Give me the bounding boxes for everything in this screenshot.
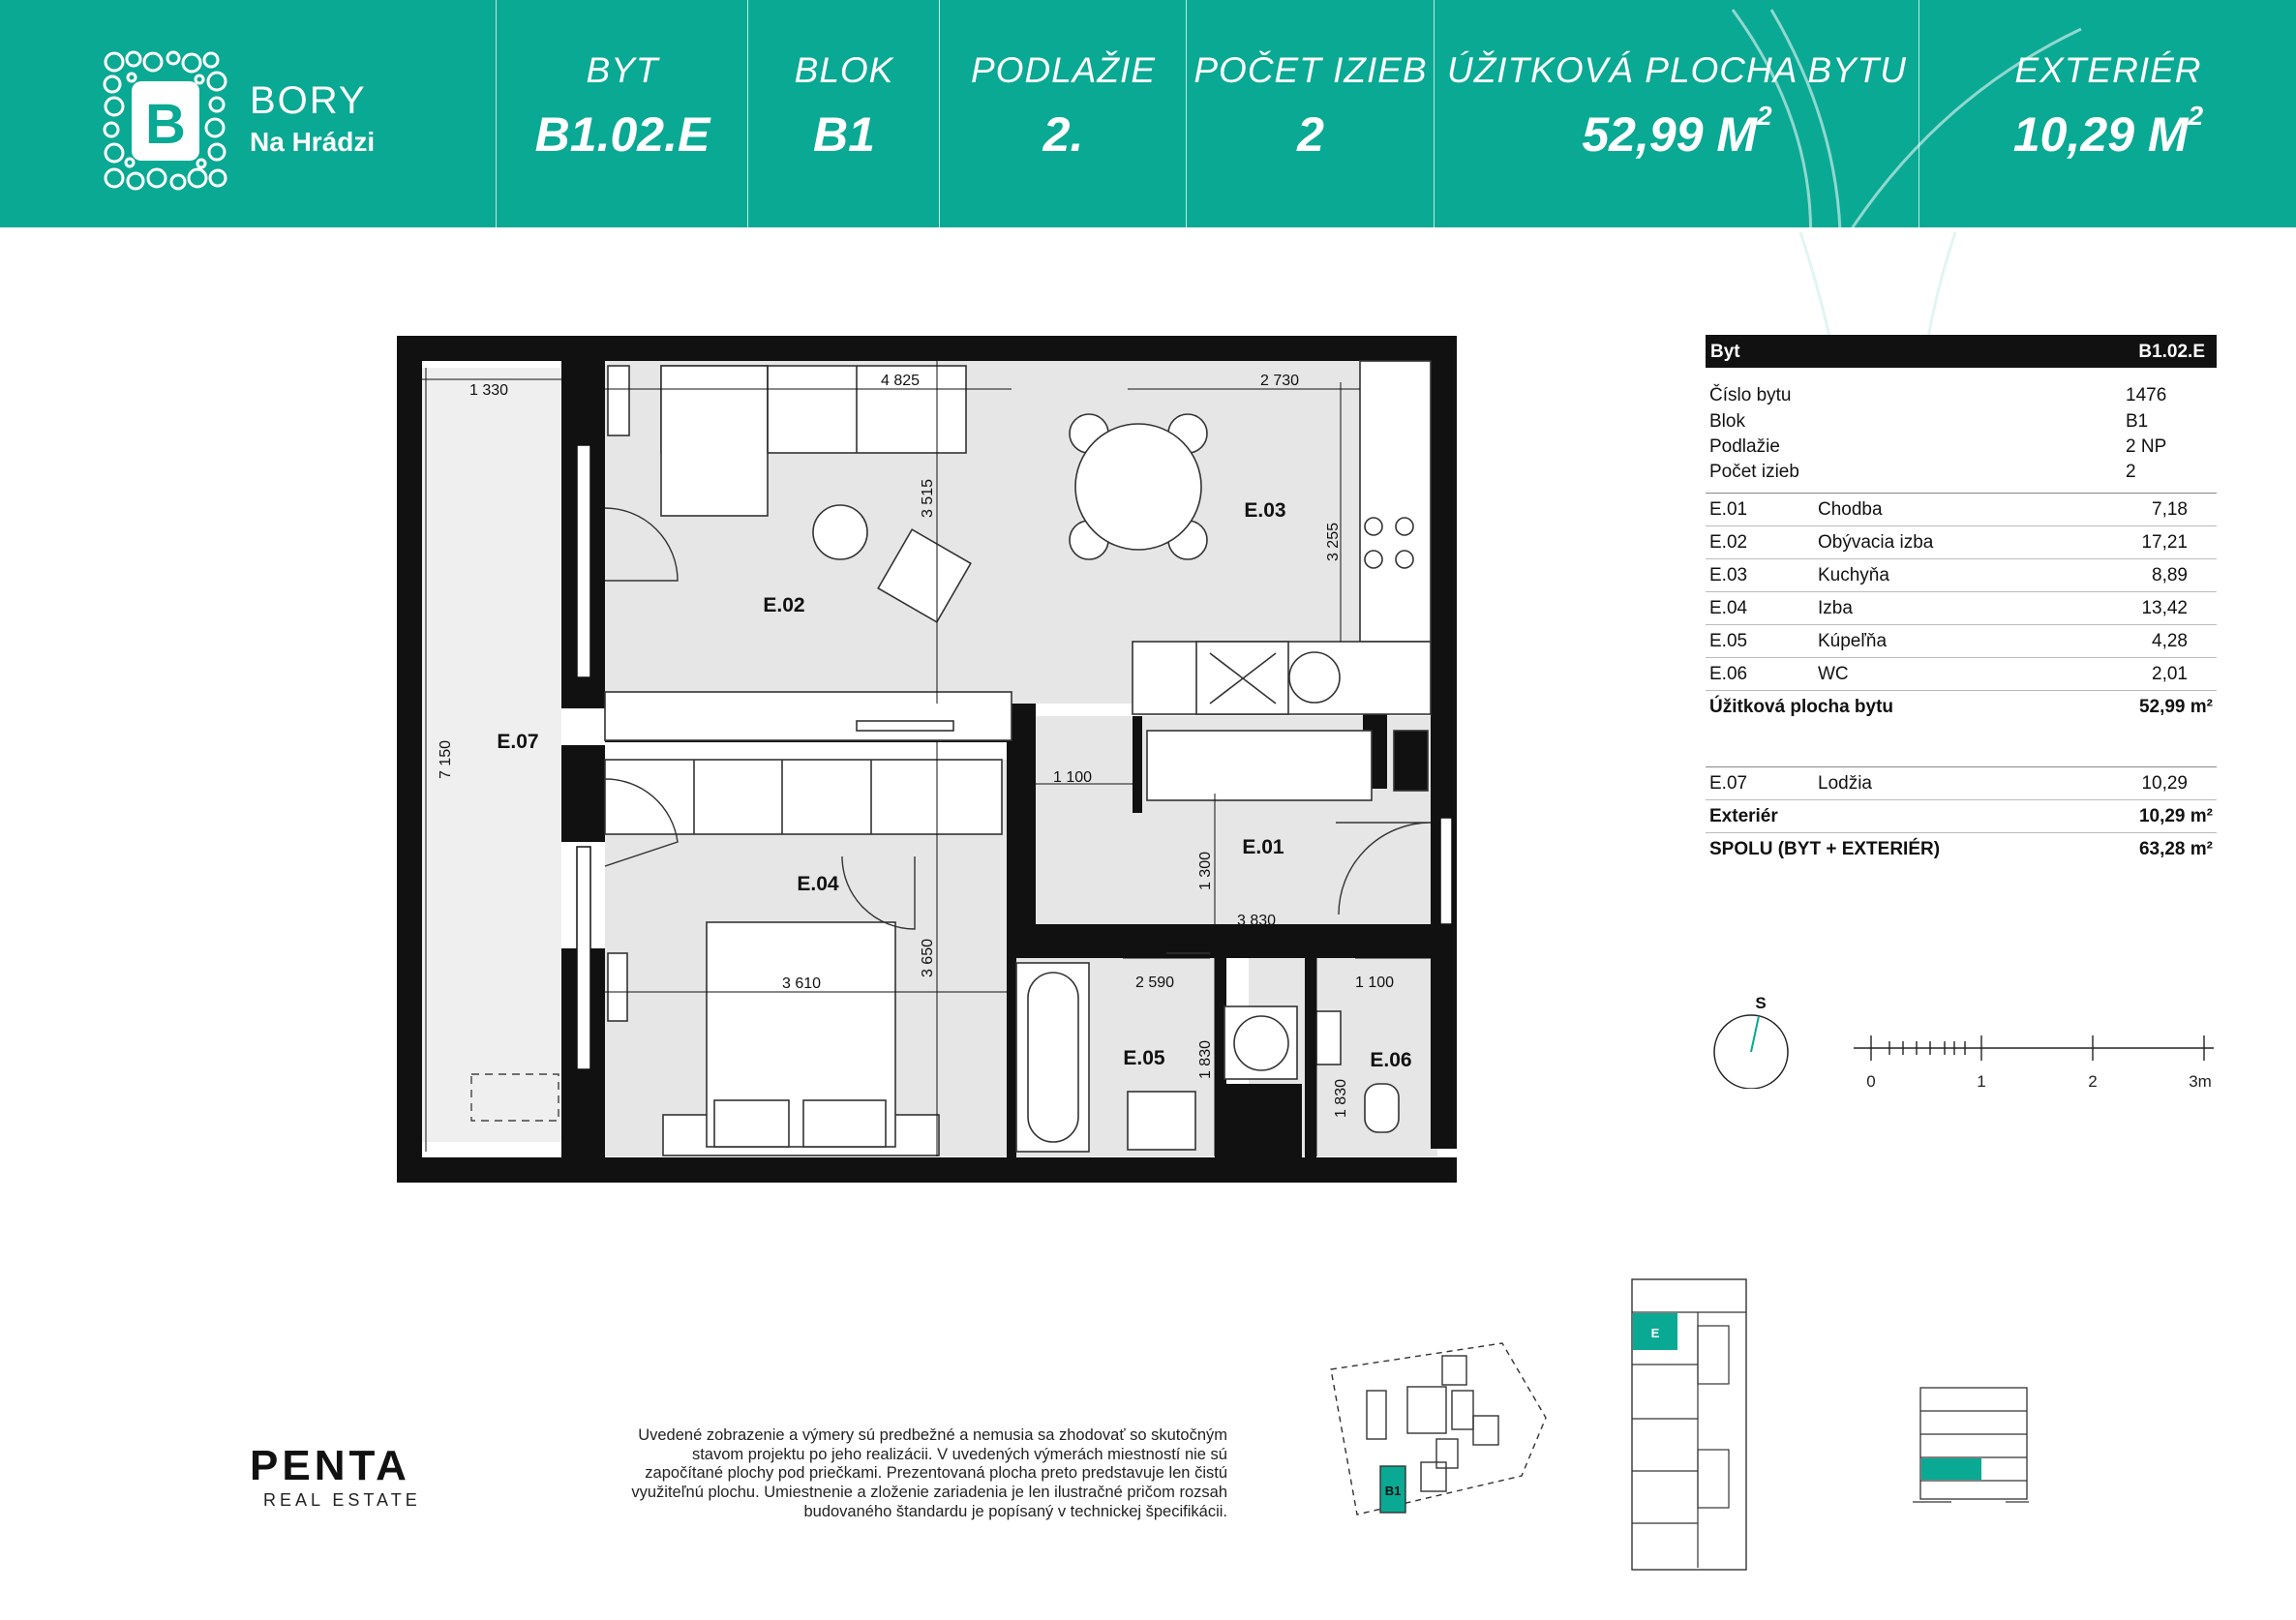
room-row [1706,526,2217,559]
apartment-info-table [1706,335,2217,865]
disclaimer-line: využiteľnú plochu. Umiestnenie a zloženie zariadenia je len ilustračné pričom rozsah [631,1484,1227,1502]
room-name: Obývacia izba [1818,532,1934,553]
exterior-label: Exteriér [1709,806,1778,826]
dim-label: 3 515 [920,478,936,519]
room-name: Lodžia [1818,773,1872,794]
total-label: Úžitková plocha bytu [1709,697,1894,717]
dim-label: 1 830 [1333,1078,1349,1119]
room-code: E.06 [1709,664,1748,684]
room-label-e01: E.01 [1242,836,1284,858]
total-value: 52,99 m² [2138,697,2213,717]
meta-value: 2 NP [2126,436,2167,457]
room-area: 10,29 [2141,773,2188,794]
room-code: E.05 [1709,631,1748,651]
exterior-list [1706,766,2217,865]
room-row [1706,658,2217,691]
building-floor-map [1630,1277,1748,1573]
room-area: 4,28 [2152,631,2188,651]
header-value-plocha: 52,99 $M^2$ [1582,101,1772,162]
disclaimer-text [530,1426,1227,1522]
floor-unit-label: E [1650,1326,1660,1340]
meta-label: Podlažie [1709,436,1780,457]
dim-label: 2 590 [1134,975,1175,991]
room-label-e02: E.02 [763,594,805,616]
dim-label: 2 730 [1259,373,1300,389]
meta-row [1706,407,2217,433]
dim-label: 1 100 [1052,769,1093,786]
disclaimer-line: budovaného štandardu je popísaný v technickej špecifikácii. [803,1502,1227,1520]
header-value-podlazie: 2. [1042,107,1084,162]
scale-label: 0 [1866,1072,1876,1091]
building-section-map [1913,1384,2029,1519]
header-banner [0,0,2296,227]
header-col-exterier [1918,0,2296,227]
header-label-exterier: EXTERIÉR [2014,50,2202,90]
room-name: Chodba [1818,499,1883,520]
header-col-pocet-izieb [1186,0,1435,227]
sum-row [1706,833,2217,865]
room-area: 13,42 [2141,598,2188,618]
room-label-e06: E.06 [1370,1049,1412,1071]
exterior-value: 10,29 m² [2138,806,2213,826]
room-label-e05: E.05 [1123,1047,1165,1069]
meta-value: B1 [2126,411,2149,432]
info-header-value: B1.02.E [2138,342,2205,362]
disclaimer-line: započítané plochy pod priečkami. Prezentovaná plocha preto predstavuje len čistú [645,1464,1227,1483]
exterior-row [1706,767,2217,800]
total-row [1706,691,2217,723]
meta-row [1706,381,2217,407]
room-label-e07: E.07 [497,731,539,753]
room-label-e04: E.04 [797,873,839,895]
penta-logo-subtitle: REAL ESTATE [263,1490,421,1510]
room-row [1706,592,2217,625]
svg-text:B: B [145,93,186,156]
room-row [1706,494,2217,526]
exterior-total-row [1706,800,2217,833]
scale-label: 1 [1977,1072,1986,1091]
dim-label: 3 830 [1236,913,1277,929]
meta-label: Blok [1709,411,1745,432]
header-label-pocet-izieb: POČET IZIEB [1193,50,1428,90]
header-value-blok: B1 [813,107,875,162]
scale-label: 3m [2189,1072,2212,1091]
dim-label: 3 610 [781,975,822,992]
logo-subtitle: Na Hrádzi [250,127,376,157]
header-value-byt: B1.02.E [534,107,710,162]
meta-row [1706,458,2217,493]
room-code: E.02 [1709,532,1748,553]
site-block-label: B1 [1384,1484,1402,1498]
room-label-e03: E.03 [1244,499,1286,522]
dim-label: 3 255 [1325,522,1342,562]
dim-label: 1 100 [1354,975,1395,991]
meta-value: 1476 [2126,385,2167,405]
header-label-plocha: ÚŽITKOVÁ PLOCHA BYTU [1446,50,1908,90]
room-code: E.03 [1709,565,1748,585]
sum-label: SPOLU (BYT + EXTERIÉR) [1709,839,1941,859]
floor-plan [392,334,1457,1185]
compass-letter: S [1755,994,1767,1012]
meta-value: 2 [2126,462,2136,482]
room-area: 2,01 [2152,664,2188,684]
header-label-podlazie: PODLAŽIE [971,50,1156,90]
meta-label: Číslo bytu [1709,385,1792,405]
room-row [1706,559,2217,592]
dim-label: 1 830 [1197,1039,1214,1080]
meta-row [1706,433,2217,458]
header-col-blok [747,0,940,227]
info-header [1706,335,2217,368]
room-name: Kuchyňa [1818,565,1889,585]
room-area: 7,18 [2152,499,2188,520]
dim-label: 3 650 [920,938,936,978]
info-header-title: Byt [1710,342,1740,362]
scale-label: 2 [2088,1072,2098,1091]
logo-title: BORY [250,79,367,122]
header-label-byt: BYT [586,50,659,90]
bory-logo-icon [103,50,228,191]
header-label-blok: BLOK [794,50,894,90]
room-code: E.07 [1709,773,1748,794]
dim-label: 1 300 [1197,851,1214,891]
room-area: 17,21 [2141,532,2188,553]
room-code: E.01 [1709,499,1748,520]
penta-logo[interactable]: PENTA [250,1442,410,1489]
disclaimer-line: Uvedené zobrazenie a výmery sú predbežné a nemusia sa zhodovať so skutočným [638,1426,1227,1444]
room-area-list [1706,493,2217,723]
sum-value: 63,28 m² [2138,839,2213,859]
header-col-plocha [1434,0,1919,227]
room-row [1706,625,2217,658]
dining-table [1070,414,1207,559]
compass-icon [1710,992,1792,1089]
scale-bar [1854,1026,2221,1094]
brand-logo[interactable] [0,0,496,227]
dim-label: 7 150 [438,739,454,780]
header-col-byt [496,0,748,227]
room-code: E.04 [1709,598,1748,618]
room-name: WC [1818,664,1849,684]
disclaimer-line: stavom projektu po jeho realizácii. V uvedených výmerách miestností nie sú [691,1445,1227,1463]
site-plan-map [1328,1340,1553,1519]
room-name: Kúpeľňa [1818,631,1888,651]
header-col-podlazie [939,0,1187,227]
room-name: Izba [1818,598,1853,618]
dim-label: 1 330 [468,382,509,399]
header-value-exterier: 10,29 $M^2$ [2012,101,2204,162]
meta-label: Počet izieb [1709,462,1799,482]
header-value-pocet-izieb: 2 [1297,107,1324,162]
shelves [605,692,1012,834]
dim-label: 4 825 [880,373,921,389]
room-area: 8,89 [2152,565,2188,585]
